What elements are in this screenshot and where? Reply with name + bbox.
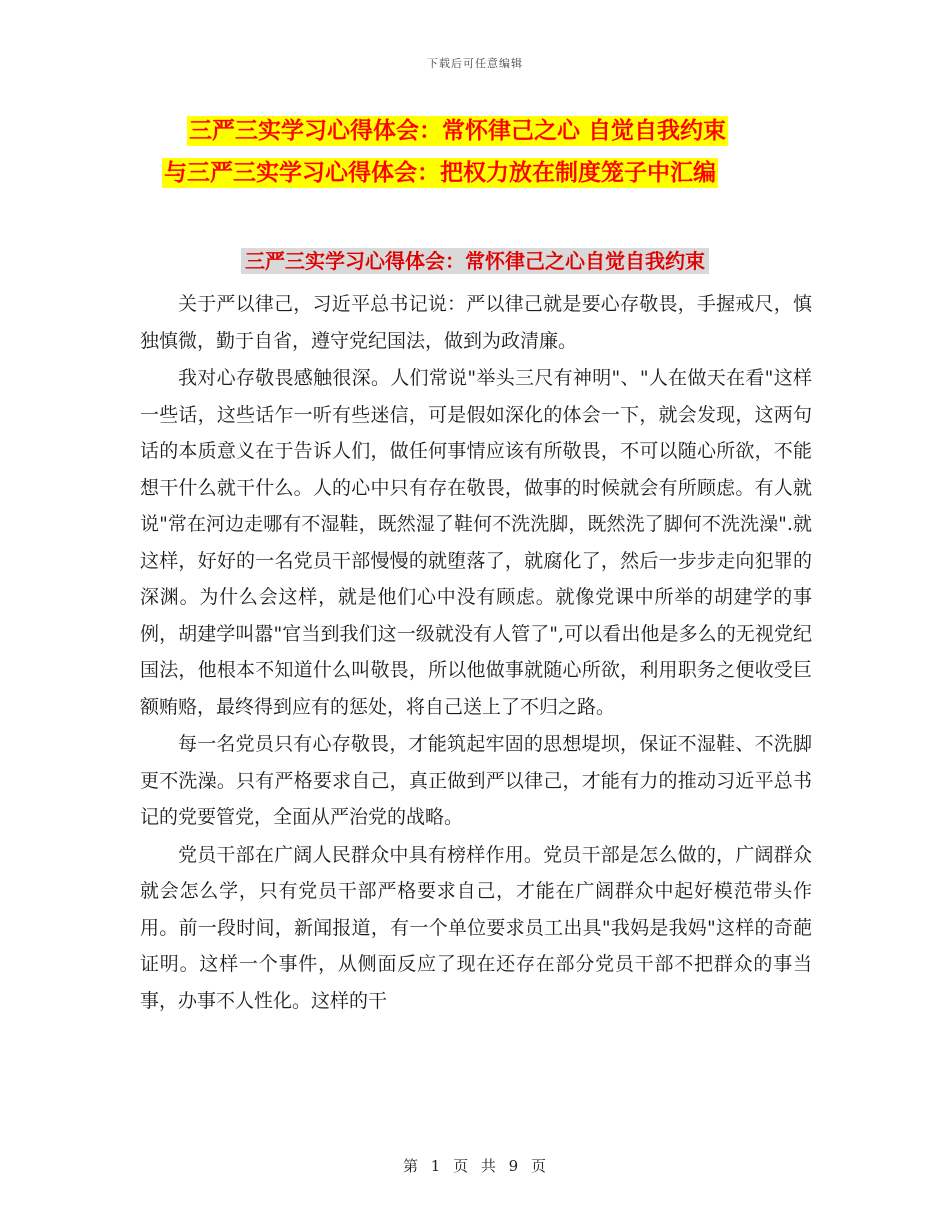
page-footer-number: 第 1 页 共 9 页 [403,1157,547,1175]
section-title [0,245,950,277]
paragraph-1: 关于严以律己，习近平总书记说：严以律己就是要心存敬畏，手握戒尺，慎独慎微，勤于自省，遵守党纪国法，做到为政清廉。 [140,293,812,352]
document-title-text-2: 与三严三实学习心得体会：把权力放在制度笼子中汇编 [164,160,716,186]
paragraph-3: 每一名党员只有心存敬畏，才能筑起牢固的思想堤坝，保证不湿鞋、不洗脚更不洗澡。只有严格要求自己，真正做到严以律己，才能有力的推动习近平总书记的党要管党，全面从严治党的战略。 [140,733,812,828]
document-title-text-1: 三严三实学习心得体会：常怀律己之心 自觉自我约束 [189,118,727,144]
document-body [140,286,812,1020]
paragraph-4: 党员干部在广阔人民群众中具有榜样作用。党员干部是怎么做的，广阔群众就会怎么学，只有党员干部严格要求自己，才能在广阔群众中起好模范带头作用。前一段时间，新闻报道，有一个单位要求员工出具"我妈是我妈"这样的奇葩证明。这样一个事件，从侧面反应了现在还存在部分党员干部不把群众的事当事，办事不人性化。这样的干 [140,843,812,1012]
page-header-note: 下载后可任意编辑 [427,57,523,70]
section-title-text: 三严三实学习心得体会：常怀律己之心自觉自我约束 [241,248,709,274]
paragraph-2: 我对心存敬畏感触很深。人们常说"举头三尺有神明"、"人在做天在看"这样一些话，这些话乍一听有些迷信，可是假如深化的体会一下，就会发现，这两句话的本质意义在于告诉人们，做任何事情应该有所敬畏，不可以随心所欲，不能想干什么就干什么。人的心中只有存在敬畏，做事的时候就会有所顾虑。有人就说"常在河边走哪有不湿鞋，既然湿了鞋何不洗洗脚，既然洗了脚何不洗洗澡".就这样，好好的一名党员干部慢慢的就堕落了，就腐化了，然后一步步走向犯罪的深渊。为什么会这样，就是他们心中没有顾虑。就像党课中所举的胡建学的事例，胡建学叫嚣"官当到我们这一级就没有人管了",可以看出他是多么的无视党纪国法，他根本不知道什么叫敬畏，所以他做事就随心所欲，利用职务之便收受巨额贿赂，最终得到应有的惩处，将自己送上了不归之路。 [140,367,812,718]
document-title-line-2 [140,152,842,194]
document-title-line-1 [140,110,867,152]
